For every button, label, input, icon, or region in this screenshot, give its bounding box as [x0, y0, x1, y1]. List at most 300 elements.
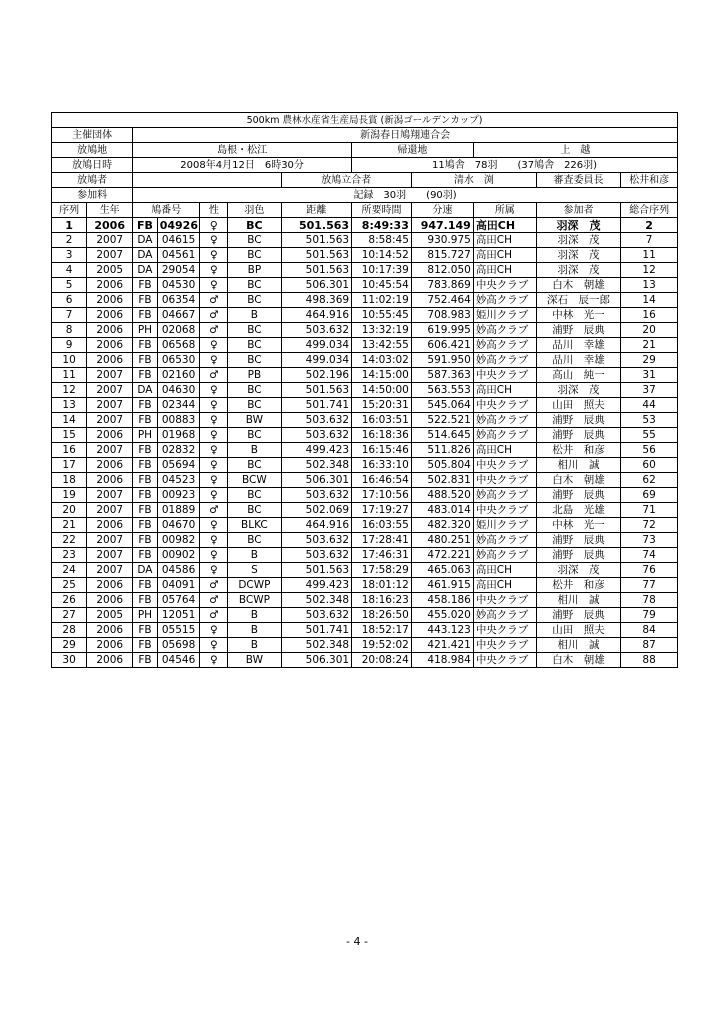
cell-ring-prefix: PH	[133, 323, 158, 338]
fee-label: 参加料	[52, 188, 133, 203]
cell-overall: 69	[621, 488, 678, 503]
cell-club: 高田CH	[473, 248, 536, 263]
cell-rank: 8	[52, 323, 87, 338]
cell-rank: 27	[52, 608, 87, 623]
cell-sex: ♀	[200, 443, 228, 458]
cell-participant: 浦野 辰典	[536, 548, 620, 563]
witness-label: 放鳩立合者	[281, 173, 411, 188]
cell-rank: 12	[52, 383, 87, 398]
cell-speed: 815.727	[411, 248, 473, 263]
cell-overall: 14	[621, 293, 678, 308]
col-participant: 参加者	[536, 203, 620, 218]
cell-sex: ♂	[200, 503, 228, 518]
cell-ring-number: 05698	[157, 638, 200, 653]
cell-club: 高田CH	[473, 443, 536, 458]
title-row	[52, 113, 678, 128]
cell-color: PB	[228, 368, 281, 383]
organizer-value: 新潟春日鳩翔連合会	[133, 128, 678, 143]
cell-distance: 503.632	[281, 323, 351, 338]
cell-distance: 501.563	[281, 248, 351, 263]
cell-year: 2007	[87, 398, 133, 413]
cell-color: BC	[228, 353, 281, 368]
return-place-value: 上 越	[473, 143, 677, 158]
cell-overall: 72	[621, 518, 678, 533]
col-club: 所属	[473, 203, 536, 218]
cell-speed: 947.149	[411, 218, 473, 233]
cell-time: 13:32:19	[352, 323, 412, 338]
cell-ring-number: 05694	[157, 458, 200, 473]
col-year: 生年	[87, 203, 133, 218]
cell-sex: ♀	[200, 353, 228, 368]
cell-participant: 羽深 茂	[536, 563, 620, 578]
cell-rank: 2	[52, 233, 87, 248]
cell-rank: 20	[52, 503, 87, 518]
cell-club: 高田CH	[473, 263, 536, 278]
cell-ring-number: 01968	[157, 428, 200, 443]
col-overall: 総合序列	[621, 203, 678, 218]
organizer-row	[52, 128, 678, 143]
cell-club: 中央クラブ	[473, 473, 536, 488]
cell-sex: ♂	[200, 578, 228, 593]
cell-time: 16:03:55	[352, 518, 412, 533]
cell-participant: 羽深 茂	[536, 218, 620, 233]
cell-color: BC	[228, 278, 281, 293]
col-color: 羽色	[228, 203, 281, 218]
table-row	[52, 563, 678, 578]
cell-ring-number: 00923	[157, 488, 200, 503]
cell-overall: 60	[621, 458, 678, 473]
cell-ring-number: 04091	[157, 578, 200, 593]
entries-value: 11鳩舎 78羽 (37鳩舎 226羽)	[352, 158, 678, 173]
cell-club: 高田CH	[473, 383, 536, 398]
cell-color: BC	[228, 293, 281, 308]
cell-distance: 506.301	[281, 653, 351, 668]
cell-participant: 中林 光一	[536, 308, 620, 323]
cell-distance: 501.563	[281, 263, 351, 278]
cell-distance: 498.369	[281, 293, 351, 308]
cell-ring-number: 02344	[157, 398, 200, 413]
cell-ring-prefix: DA	[133, 248, 158, 263]
cell-ring-number: 04615	[157, 233, 200, 248]
cell-ring-prefix: FB	[133, 218, 158, 233]
cell-distance: 503.632	[281, 608, 351, 623]
cell-ring-prefix: FB	[133, 473, 158, 488]
cell-participant: 松井 和彦	[536, 578, 620, 593]
cell-ring-prefix: FB	[133, 548, 158, 563]
cell-time: 18:16:23	[352, 593, 412, 608]
cell-ring-prefix: DA	[133, 563, 158, 578]
table-row	[52, 638, 678, 653]
cell-ring-number: 02160	[157, 368, 200, 383]
table-row	[52, 308, 678, 323]
cell-club: 中央クラブ	[473, 503, 536, 518]
cell-sex: ♀	[200, 533, 228, 548]
cell-color: BC	[228, 458, 281, 473]
cell-ring-prefix: FB	[133, 308, 158, 323]
cell-club: 高田CH	[473, 233, 536, 248]
page-title: 500km 農林水産省生産局長賞 (新潟ゴールデンカップ)	[52, 113, 678, 128]
cell-rank: 18	[52, 473, 87, 488]
cell-sex: ♀	[200, 383, 228, 398]
fee-row	[52, 188, 678, 203]
cell-overall: 44	[621, 398, 678, 413]
cell-participant: 浦野 辰典	[536, 608, 620, 623]
cell-ring-number: 04926	[157, 218, 200, 233]
cell-ring-number: 04546	[157, 653, 200, 668]
cell-distance: 501.741	[281, 623, 351, 638]
cell-rank: 5	[52, 278, 87, 293]
cell-ring-number: 04530	[157, 278, 200, 293]
cell-distance: 506.301	[281, 278, 351, 293]
cell-speed: 488.520	[411, 488, 473, 503]
cell-rank: 4	[52, 263, 87, 278]
cell-ring-prefix: FB	[133, 458, 158, 473]
cell-overall: 74	[621, 548, 678, 563]
cell-color: B	[228, 308, 281, 323]
cell-rank: 9	[52, 338, 87, 353]
cell-distance: 499.034	[281, 353, 351, 368]
cell-overall: 16	[621, 308, 678, 323]
table-row	[52, 458, 678, 473]
cell-year: 2006	[87, 653, 133, 668]
col-sex: 性	[200, 203, 228, 218]
cell-distance: 501.563	[281, 563, 351, 578]
cell-color: BC	[228, 428, 281, 443]
cell-rank: 13	[52, 398, 87, 413]
table-row	[52, 608, 678, 623]
cell-overall: 87	[621, 638, 678, 653]
cell-year: 2007	[87, 233, 133, 248]
cell-rank: 17	[52, 458, 87, 473]
cell-club: 妙高クラブ	[473, 353, 536, 368]
cell-rank: 22	[52, 533, 87, 548]
table-row	[52, 338, 678, 353]
cell-time: 8:49:33	[352, 218, 412, 233]
results-sheet	[51, 112, 678, 668]
cell-rank: 24	[52, 563, 87, 578]
cell-club: 妙高クラブ	[473, 323, 536, 338]
table-row	[52, 653, 678, 668]
cell-ring-number: 29054	[157, 263, 200, 278]
cell-distance: 503.632	[281, 533, 351, 548]
table-row	[52, 293, 678, 308]
cell-speed: 472.221	[411, 548, 473, 563]
release-time-row	[52, 158, 678, 173]
cell-time: 17:58:29	[352, 563, 412, 578]
release-place-label: 放鳩地	[52, 143, 133, 158]
cell-ring-number: 00883	[157, 413, 200, 428]
cell-club: 高田CH	[473, 218, 536, 233]
cell-distance: 502.196	[281, 368, 351, 383]
cell-year: 2006	[87, 638, 133, 653]
cell-distance: 464.916	[281, 518, 351, 533]
cell-time: 14:15:00	[352, 368, 412, 383]
cell-club: 妙高クラブ	[473, 428, 536, 443]
cell-participant: 相川 誠	[536, 593, 620, 608]
cell-speed: 455.020	[411, 608, 473, 623]
col-time: 所要時間	[352, 203, 412, 218]
cell-time: 8:58:45	[352, 233, 412, 248]
cell-overall: 37	[621, 383, 678, 398]
cell-speed: 480.251	[411, 533, 473, 548]
cell-participant: 羽深 茂	[536, 383, 620, 398]
cell-ring-number: 02068	[157, 323, 200, 338]
cell-overall: 77	[621, 578, 678, 593]
cell-color: BC	[228, 383, 281, 398]
cell-ring-prefix: DA	[133, 383, 158, 398]
cell-overall: 78	[621, 593, 678, 608]
cell-distance: 499.423	[281, 443, 351, 458]
cell-club: 妙高クラブ	[473, 548, 536, 563]
cell-sex: ♀	[200, 398, 228, 413]
cell-overall: 84	[621, 623, 678, 638]
cell-club: 中央クラブ	[473, 593, 536, 608]
cell-year: 2007	[87, 368, 133, 383]
cell-club: 高田CH	[473, 563, 536, 578]
cell-rank: 26	[52, 593, 87, 608]
col-distance: 距離	[281, 203, 351, 218]
cell-rank: 25	[52, 578, 87, 593]
cell-year: 2006	[87, 578, 133, 593]
cell-distance: 506.301	[281, 473, 351, 488]
col-rank: 序列	[52, 203, 87, 218]
cell-distance: 501.563	[281, 233, 351, 248]
cell-club: 中央クラブ	[473, 653, 536, 668]
cell-time: 18:52:17	[352, 623, 412, 638]
table-row	[52, 398, 678, 413]
cell-ring-number: 04523	[157, 473, 200, 488]
table-row	[52, 233, 678, 248]
cell-time: 14:50:00	[352, 383, 412, 398]
table-row	[52, 383, 678, 398]
witness-value: 清水 渕	[411, 173, 536, 188]
cell-sex: ♂	[200, 293, 228, 308]
cell-year: 2007	[87, 248, 133, 263]
cell-year: 2005	[87, 263, 133, 278]
cell-ring-prefix: FB	[133, 413, 158, 428]
cell-speed: 783.869	[411, 278, 473, 293]
cell-speed: 522.521	[411, 413, 473, 428]
cell-participant: 山田 照夫	[536, 398, 620, 413]
cell-ring-prefix: FB	[133, 578, 158, 593]
cell-ring-prefix: FB	[133, 353, 158, 368]
cell-distance: 499.034	[281, 338, 351, 353]
cell-speed: 752.464	[411, 293, 473, 308]
cell-distance: 503.632	[281, 428, 351, 443]
cell-overall: 7	[621, 233, 678, 248]
cell-ring-number: 12051	[157, 608, 200, 623]
cell-year: 2006	[87, 338, 133, 353]
cell-sex: ♀	[200, 338, 228, 353]
cell-sex: ♀	[200, 413, 228, 428]
cell-sex: ♂	[200, 608, 228, 623]
cell-ring-prefix: FB	[133, 623, 158, 638]
cell-distance: 503.632	[281, 548, 351, 563]
cell-time: 17:28:41	[352, 533, 412, 548]
cell-distance: 501.563	[281, 218, 351, 233]
cell-time: 11:02:19	[352, 293, 412, 308]
cell-year: 2006	[87, 308, 133, 323]
cell-ring-prefix: FB	[133, 488, 158, 503]
cell-time: 18:26:50	[352, 608, 412, 623]
cell-ring-number: 00982	[157, 533, 200, 548]
table-row	[52, 248, 678, 263]
cell-distance: 502.069	[281, 503, 351, 518]
cell-speed: 482.320	[411, 518, 473, 533]
release-place-value: 島根・松江	[133, 143, 352, 158]
cell-sex: ♀	[200, 653, 228, 668]
cell-sex: ♀	[200, 548, 228, 563]
cell-year: 2005	[87, 608, 133, 623]
cell-club: 中央クラブ	[473, 623, 536, 638]
cell-participant: 北島 光雄	[536, 503, 620, 518]
cell-color: BC	[228, 323, 281, 338]
cell-year: 2007	[87, 548, 133, 563]
table-row	[52, 218, 678, 233]
cell-sex: ♀	[200, 473, 228, 488]
cell-overall: 79	[621, 608, 678, 623]
cell-participant: 白木 朝雄	[536, 278, 620, 293]
cell-time: 17:10:56	[352, 488, 412, 503]
cell-year: 2006	[87, 323, 133, 338]
cell-speed: 587.363	[411, 368, 473, 383]
cell-overall: 55	[621, 428, 678, 443]
cell-participant: 相川 誠	[536, 458, 620, 473]
cell-year: 2006	[87, 473, 133, 488]
table-row	[52, 518, 678, 533]
judge-value: 松井和彦	[621, 173, 678, 188]
cell-sex: ♀	[200, 623, 228, 638]
cell-club: 姫川クラブ	[473, 308, 536, 323]
cell-overall: 21	[621, 338, 678, 353]
table-row	[52, 533, 678, 548]
cell-ring-number: 04561	[157, 248, 200, 263]
cell-time: 16:03:51	[352, 413, 412, 428]
cell-ring-number: 04667	[157, 308, 200, 323]
cell-distance: 503.632	[281, 488, 351, 503]
cell-overall: 73	[621, 533, 678, 548]
release-time-label: 放鳩日時	[52, 158, 133, 173]
cell-ring-number: 04586	[157, 563, 200, 578]
cell-distance: 499.423	[281, 578, 351, 593]
cell-rank: 19	[52, 488, 87, 503]
cell-time: 10:45:54	[352, 278, 412, 293]
cell-distance: 502.348	[281, 593, 351, 608]
cell-rank: 28	[52, 623, 87, 638]
cell-rank: 21	[52, 518, 87, 533]
table-row	[52, 353, 678, 368]
cell-speed: 708.983	[411, 308, 473, 323]
cell-color: B	[228, 623, 281, 638]
cell-club: 妙高クラブ	[473, 488, 536, 503]
cell-ring-number: 02832	[157, 443, 200, 458]
cell-club: 妙高クラブ	[473, 533, 536, 548]
cell-overall: 56	[621, 443, 678, 458]
cell-ring-prefix: FB	[133, 593, 158, 608]
return-place-label: 帰還地	[352, 143, 474, 158]
cell-participant: 高山 純一	[536, 368, 620, 383]
cell-ring-prefix: FB	[133, 293, 158, 308]
cell-rank: 15	[52, 428, 87, 443]
cell-participant: 山田 照夫	[536, 623, 620, 638]
cell-overall: 2	[621, 218, 678, 233]
cell-speed: 483.014	[411, 503, 473, 518]
table-row	[52, 593, 678, 608]
cell-ring-number: 05764	[157, 593, 200, 608]
cell-color: BC	[228, 338, 281, 353]
cell-year: 2007	[87, 503, 133, 518]
cell-speed: 619.995	[411, 323, 473, 338]
cell-color: BC	[228, 248, 281, 263]
cell-year: 2006	[87, 218, 133, 233]
cell-speed: 591.950	[411, 353, 473, 368]
cell-sex: ♂	[200, 308, 228, 323]
cell-club: 中央クラブ	[473, 368, 536, 383]
cell-overall: 53	[621, 413, 678, 428]
cell-participant: 品川 幸雄	[536, 353, 620, 368]
cell-ring-number: 06568	[157, 338, 200, 353]
cell-sex: ♀	[200, 638, 228, 653]
table-row	[52, 623, 678, 638]
result-rows	[52, 218, 678, 668]
cell-time: 18:01:12	[352, 578, 412, 593]
cell-overall: 29	[621, 353, 678, 368]
cell-speed: 930.975	[411, 233, 473, 248]
cell-club: 妙高クラブ	[473, 293, 536, 308]
cell-ring-prefix: FB	[133, 278, 158, 293]
cell-color: BC	[228, 503, 281, 518]
cell-participant: 白木 朝雄	[536, 473, 620, 488]
cell-distance: 501.563	[281, 383, 351, 398]
cell-overall: 62	[621, 473, 678, 488]
cell-overall: 76	[621, 563, 678, 578]
cell-rank: 11	[52, 368, 87, 383]
cell-time: 16:18:36	[352, 428, 412, 443]
cell-club: 中央クラブ	[473, 458, 536, 473]
table-row	[52, 263, 678, 278]
table-row	[52, 473, 678, 488]
cell-rank: 10	[52, 353, 87, 368]
cell-color: S	[228, 563, 281, 578]
results-table	[51, 112, 678, 668]
cell-ring-prefix: FB	[133, 503, 158, 518]
cell-distance: 464.916	[281, 308, 351, 323]
table-row	[52, 368, 678, 383]
cell-time: 16:15:46	[352, 443, 412, 458]
cell-color: BC	[228, 488, 281, 503]
cell-time: 19:52:02	[352, 638, 412, 653]
cell-rank: 3	[52, 248, 87, 263]
cell-color: BC	[228, 233, 281, 248]
cell-participant: 羽深 茂	[536, 263, 620, 278]
cell-time: 10:14:52	[352, 248, 412, 263]
col-ring: 鳩番号	[133, 203, 200, 218]
cell-participant: 相川 誠	[536, 638, 620, 653]
cell-rank: 29	[52, 638, 87, 653]
cell-distance: 503.632	[281, 413, 351, 428]
cell-year: 2007	[87, 533, 133, 548]
cell-participant: 品川 幸雄	[536, 338, 620, 353]
cell-year: 2006	[87, 458, 133, 473]
cell-time: 10:55:45	[352, 308, 412, 323]
cell-color: DCWP	[228, 578, 281, 593]
cell-sex: ♀	[200, 218, 228, 233]
cell-participant: 羽深 茂	[536, 248, 620, 263]
cell-club: 妙高クラブ	[473, 608, 536, 623]
cell-color: BP	[228, 263, 281, 278]
cell-sex: ♂	[200, 593, 228, 608]
cell-ring-prefix: FB	[133, 653, 158, 668]
